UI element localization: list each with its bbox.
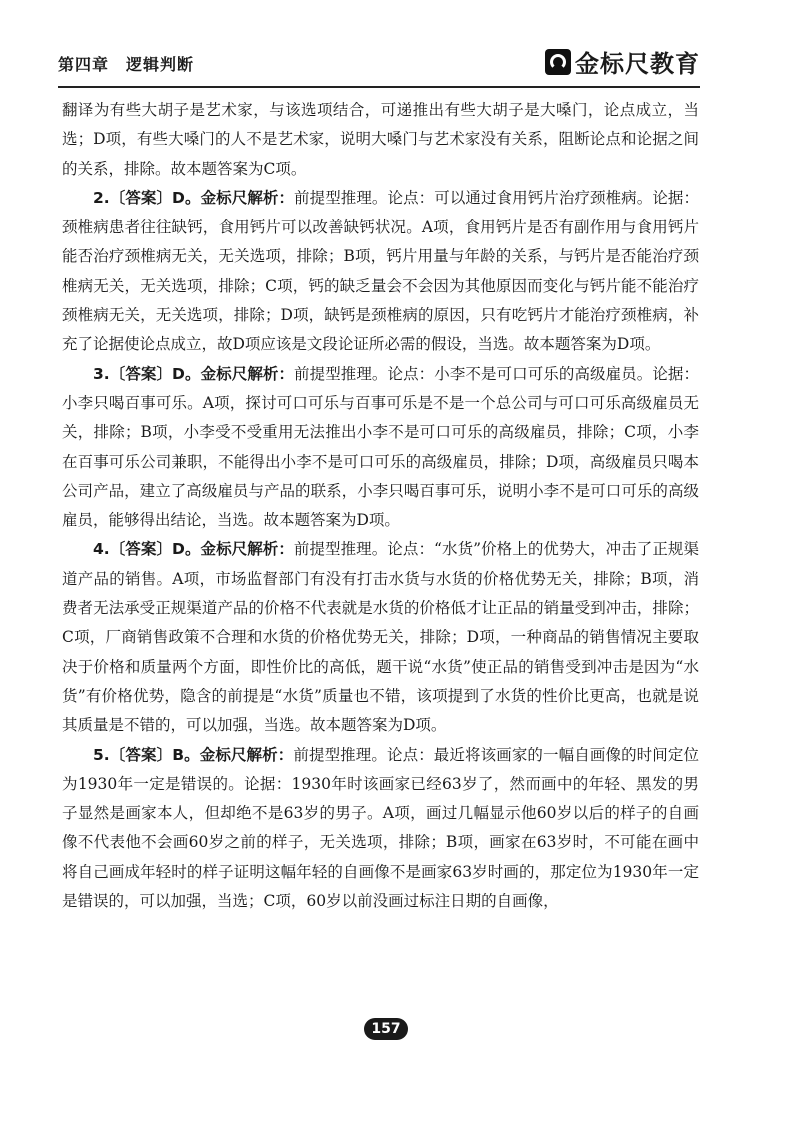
answer-lead: 2.〔答案〕D。金标尺解析： <box>93 188 295 207</box>
paragraph-text: 翻译为有些大胡子是艺术家，与该选项结合，可递推出有些大胡子是大嗓门，论点成立，当选；D项，有些大嗓门的人不是艺术家，说明大嗓门与艺术家没有关系，阻断论点和论据之间的关系，排除。故本题答案为C项。 <box>62 101 699 178</box>
answer-text: 前提型推理。论点：可以通过食用钙片治疗颈椎病。论据：颈椎病患者往往缺钙，食用钙片可以改善缺钙状况。A项，食用钙片是否有副作用与食用钙片能否治疗颈椎病无关，无关选项，排除；B项，钙片用量与年龄的关系，与钙片是否能治疗颈椎病无关，无关选项，排除；C项，钙的缺乏量会不会因为其他原因而变化与钙片能不能治疗颈椎病无关，无关选项，排除；D项，缺钙是颈椎病的原因，只有吃钙片才能治疗颈椎病，补充了论据使论点成立，故D项应该是文段论证所必需的假设，当选。故本题答案为D项。 <box>62 188 699 354</box>
answer-3 <box>62 360 699 536</box>
page-body <box>62 96 699 916</box>
page-number: 157 <box>364 1018 408 1040</box>
page-header <box>58 44 700 84</box>
publisher-logo <box>545 44 700 79</box>
answer-text: 前提型推理。论点：最近将该画家的一幅自画像的时间定位为1930年一定是错误的。论据：1930年时该画家已经63岁了，然而画中的年轻、黑发的男子显然是画家本人，但却绝不是63岁的男子。A项，画过几幅显示他60岁以后的样子的自画像不代表他不会画60岁之前的样子，无关选项，排除；B项，画家在63岁时，不可能在画中将自己画成年轻时的样子证明这幅年轻的自画像不是画家63岁时画的，那定位为1930年一定是错误的，可以加强，当选；C项，60岁以前没画过标注日期的自画像， <box>62 745 699 911</box>
logo-icon <box>545 49 571 75</box>
answer-lead: 3.〔答案〕D。金标尺解析： <box>93 364 295 383</box>
answer-2 <box>62 184 699 360</box>
answer-lead: 4.〔答案〕D。金标尺解析： <box>93 540 294 559</box>
header-divider <box>58 86 700 88</box>
answer-text: 前提型推理。论点：小李不是可口可乐的高级雇员。论据：小李只喝百事可乐。A项，探讨可口可乐与百事可乐是不是一个总公司与可口可乐高级雇员无关，排除；B项，小李受不受重用无法推出小李不是可口可乐的高级雇员，排除；C项，小李在百事可乐公司兼职，不能得出小李不是可口可乐的高级雇员，排除；D项，高级雇员只喝本公司产品，建立了高级雇员与产品的联系，小李只喝百事可乐，说明小李不是可口可乐的高级雇员，能够得出结论，当选。故本题答案为D项。 <box>62 364 699 530</box>
answer-lead: 5.〔答案〕B。金标尺解析： <box>93 745 294 764</box>
answer-4 <box>62 535 699 740</box>
logo-text: 金标尺教育 <box>575 50 700 78</box>
answer-5 <box>62 741 699 917</box>
chapter-title: 第四章 逻辑判断 <box>58 55 195 74</box>
answer-text: 前提型推理。论点：“水货”价格上的优势大，冲击了正规渠道产品的销售。A项，市场监督部门有没有打击水货与水货的价格优势无关，排除；B项，消费者无法承受正规渠道产品的价格不代表就是水货的价格低才让正品的销量受到冲击，排除；C项，厂商销售政策不合理和水货的价格优势无关，排除；D项，一种商品的销售情况主要取决于价格和质量两个方面，即性价比的高低，题干说“水货”使正品的销售受到冲击是因为“水货”有价格优势，隐含的前提是“水货”质量也不错，该项提到了水货的性价比更高，也就是说其质量是不错的，可以加强，当选。故本题答案为D项。 <box>62 540 699 735</box>
paragraph-continuation <box>62 96 699 184</box>
